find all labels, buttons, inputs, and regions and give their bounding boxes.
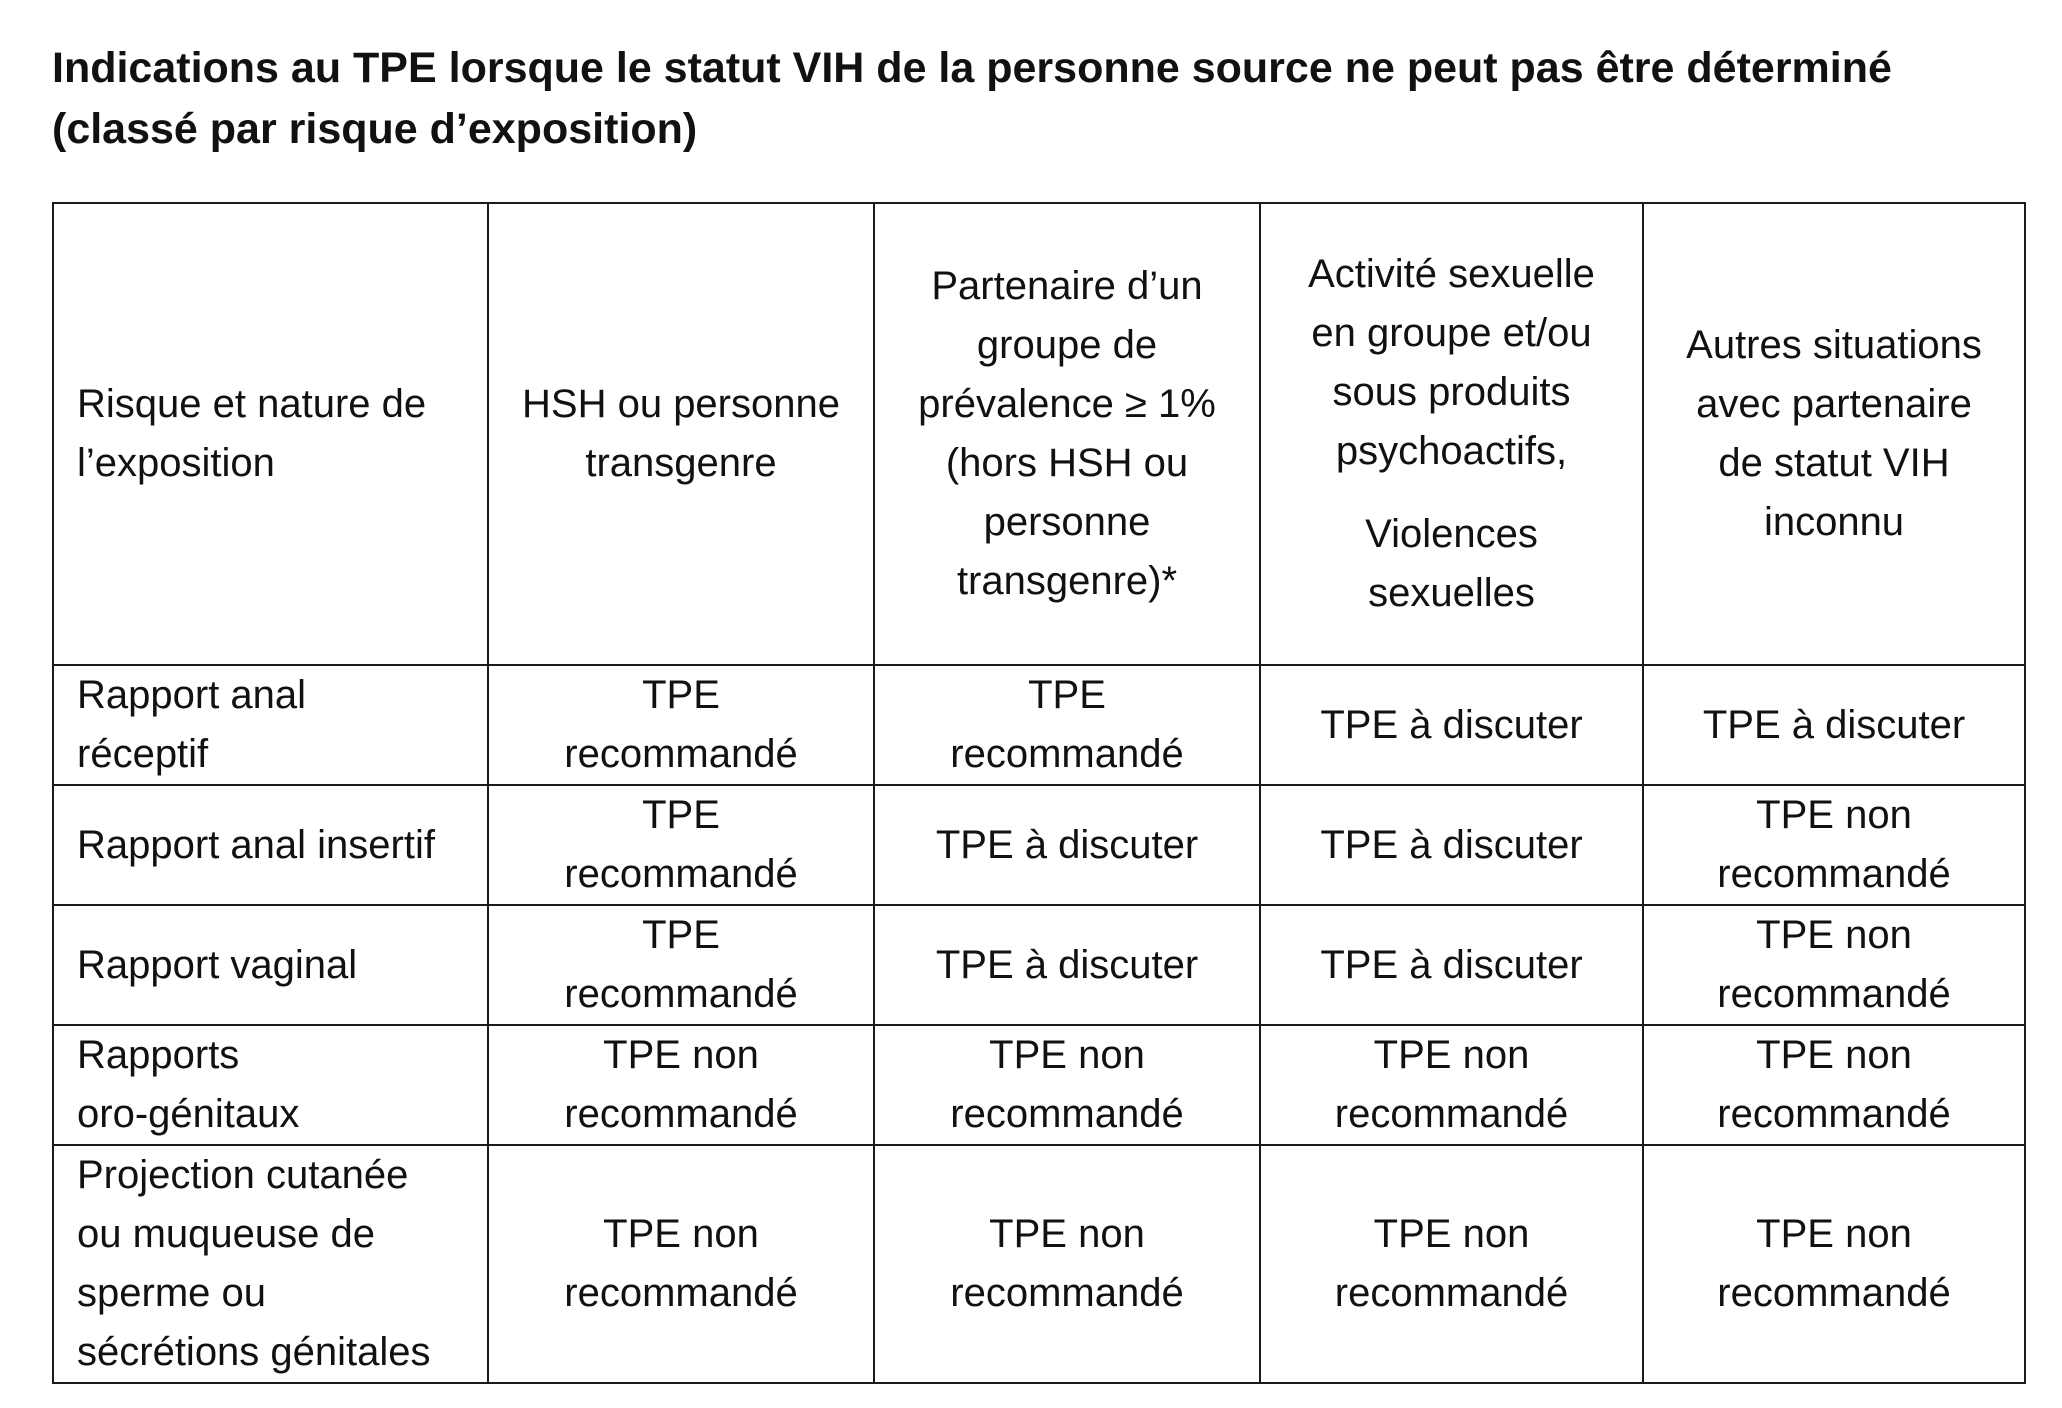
- cell-text: TPE recommandé: [950, 673, 1184, 776]
- cell-text: TPE à discuter: [1320, 822, 1583, 867]
- table-row: [53, 1145, 2025, 1383]
- table-cell: [1643, 665, 2025, 785]
- cell-text: TPE non recommandé: [1717, 793, 1951, 896]
- table-cell: [1260, 905, 1643, 1025]
- header-label: Risque et nature de l’exposition: [77, 382, 427, 485]
- cell-text: TPE non recommandé: [1717, 1212, 1951, 1315]
- row-label: Rapport anal insertif: [77, 822, 435, 867]
- table-row: [53, 665, 2025, 785]
- cell-text: TPE à discuter: [1320, 942, 1583, 987]
- cell-text: TPE non recommandé: [1334, 1033, 1569, 1136]
- table-cell: [488, 785, 874, 905]
- row-label-cell: [53, 665, 488, 785]
- table-cell: [488, 665, 874, 785]
- table-cell: [1260, 785, 1643, 905]
- table-row: [53, 905, 2025, 1025]
- cell-text: TPE non recommandé: [564, 1033, 798, 1136]
- row-label-cell: [53, 905, 488, 1025]
- header-label: Partenaire d’un groupe de prévalence ≥ 1% (hors HSH ou personne transgenre)*: [918, 264, 1216, 603]
- row-label: Projection cutanée ou muqueuse de sperme ou sécrétions génitales: [77, 1153, 431, 1374]
- table-cell: [488, 1145, 874, 1383]
- tpe-indications-table: [52, 202, 2026, 1384]
- cell-text: TPE non recommandé: [950, 1212, 1184, 1315]
- table-cell: [488, 905, 874, 1025]
- document-title: Indications au TPE lorsque le statut VIH de la personne source ne peut pas être déterminé (classé par risque d’exposition): [52, 44, 1892, 153]
- header-cell-group-activity: [1260, 203, 1643, 665]
- cell-text: TPE non recommandé: [1717, 913, 1951, 1016]
- header-cell-risk-nature: [53, 203, 488, 665]
- header-label-secondary: Violences sexuelles: [1365, 512, 1538, 615]
- table-cell: [1643, 1145, 2025, 1383]
- cell-text: TPE recommandé: [564, 673, 798, 776]
- table-row: [53, 785, 2025, 905]
- table-cell: [1260, 665, 1643, 785]
- table-cell: [874, 785, 1260, 905]
- cell-text: TPE non recommandé: [1334, 1212, 1569, 1315]
- row-label: Rapport vaginal: [77, 942, 358, 987]
- cell-text: TPE à discuter: [935, 942, 1199, 987]
- table-cell: [874, 665, 1260, 785]
- table-cell: [1643, 1025, 2025, 1145]
- row-label-cell: [53, 1145, 488, 1383]
- row-label-cell: [53, 785, 488, 905]
- table-header-row: [53, 203, 2025, 665]
- header-label: Activité sexuelle en groupe et/ou sous produits psychoactifs,: [1308, 252, 1595, 473]
- table-cell: [1643, 785, 2025, 905]
- header-label: HSH ou personne transgenre: [522, 382, 840, 485]
- table-cell: [874, 1025, 1260, 1145]
- spacer: [1271, 481, 1632, 505]
- table-cell: [874, 905, 1260, 1025]
- table-row: [53, 1025, 2025, 1145]
- table-cell: [874, 1145, 1260, 1383]
- table-cell: [1643, 905, 2025, 1025]
- row-label: Rapports oro-génitaux: [77, 1033, 300, 1136]
- cell-text: TPE non recommandé: [564, 1212, 798, 1315]
- cell-text: TPE recommandé: [564, 913, 798, 1016]
- cell-text: TPE non recommandé: [1717, 1033, 1951, 1136]
- row-label: Rapport anal réceptif: [77, 673, 307, 776]
- header-label: Autres situations avec partenaire de statut VIH inconnu: [1686, 323, 1982, 544]
- table-cell: [488, 1025, 874, 1145]
- cell-text: TPE recommandé: [564, 793, 798, 896]
- cell-text: TPE à discuter: [1702, 702, 1966, 747]
- cell-text: TPE à discuter: [1320, 702, 1583, 747]
- cell-text: TPE à discuter: [935, 822, 1199, 867]
- header-cell-hsh: [488, 203, 874, 665]
- table-cell: [1260, 1025, 1643, 1145]
- header-cell-other-situations: [1643, 203, 2025, 665]
- cell-text: TPE non recommandé: [950, 1033, 1184, 1136]
- table-cell: [1260, 1145, 1643, 1383]
- header-cell-prevalence-group: [874, 203, 1260, 665]
- row-label-cell: [53, 1025, 488, 1145]
